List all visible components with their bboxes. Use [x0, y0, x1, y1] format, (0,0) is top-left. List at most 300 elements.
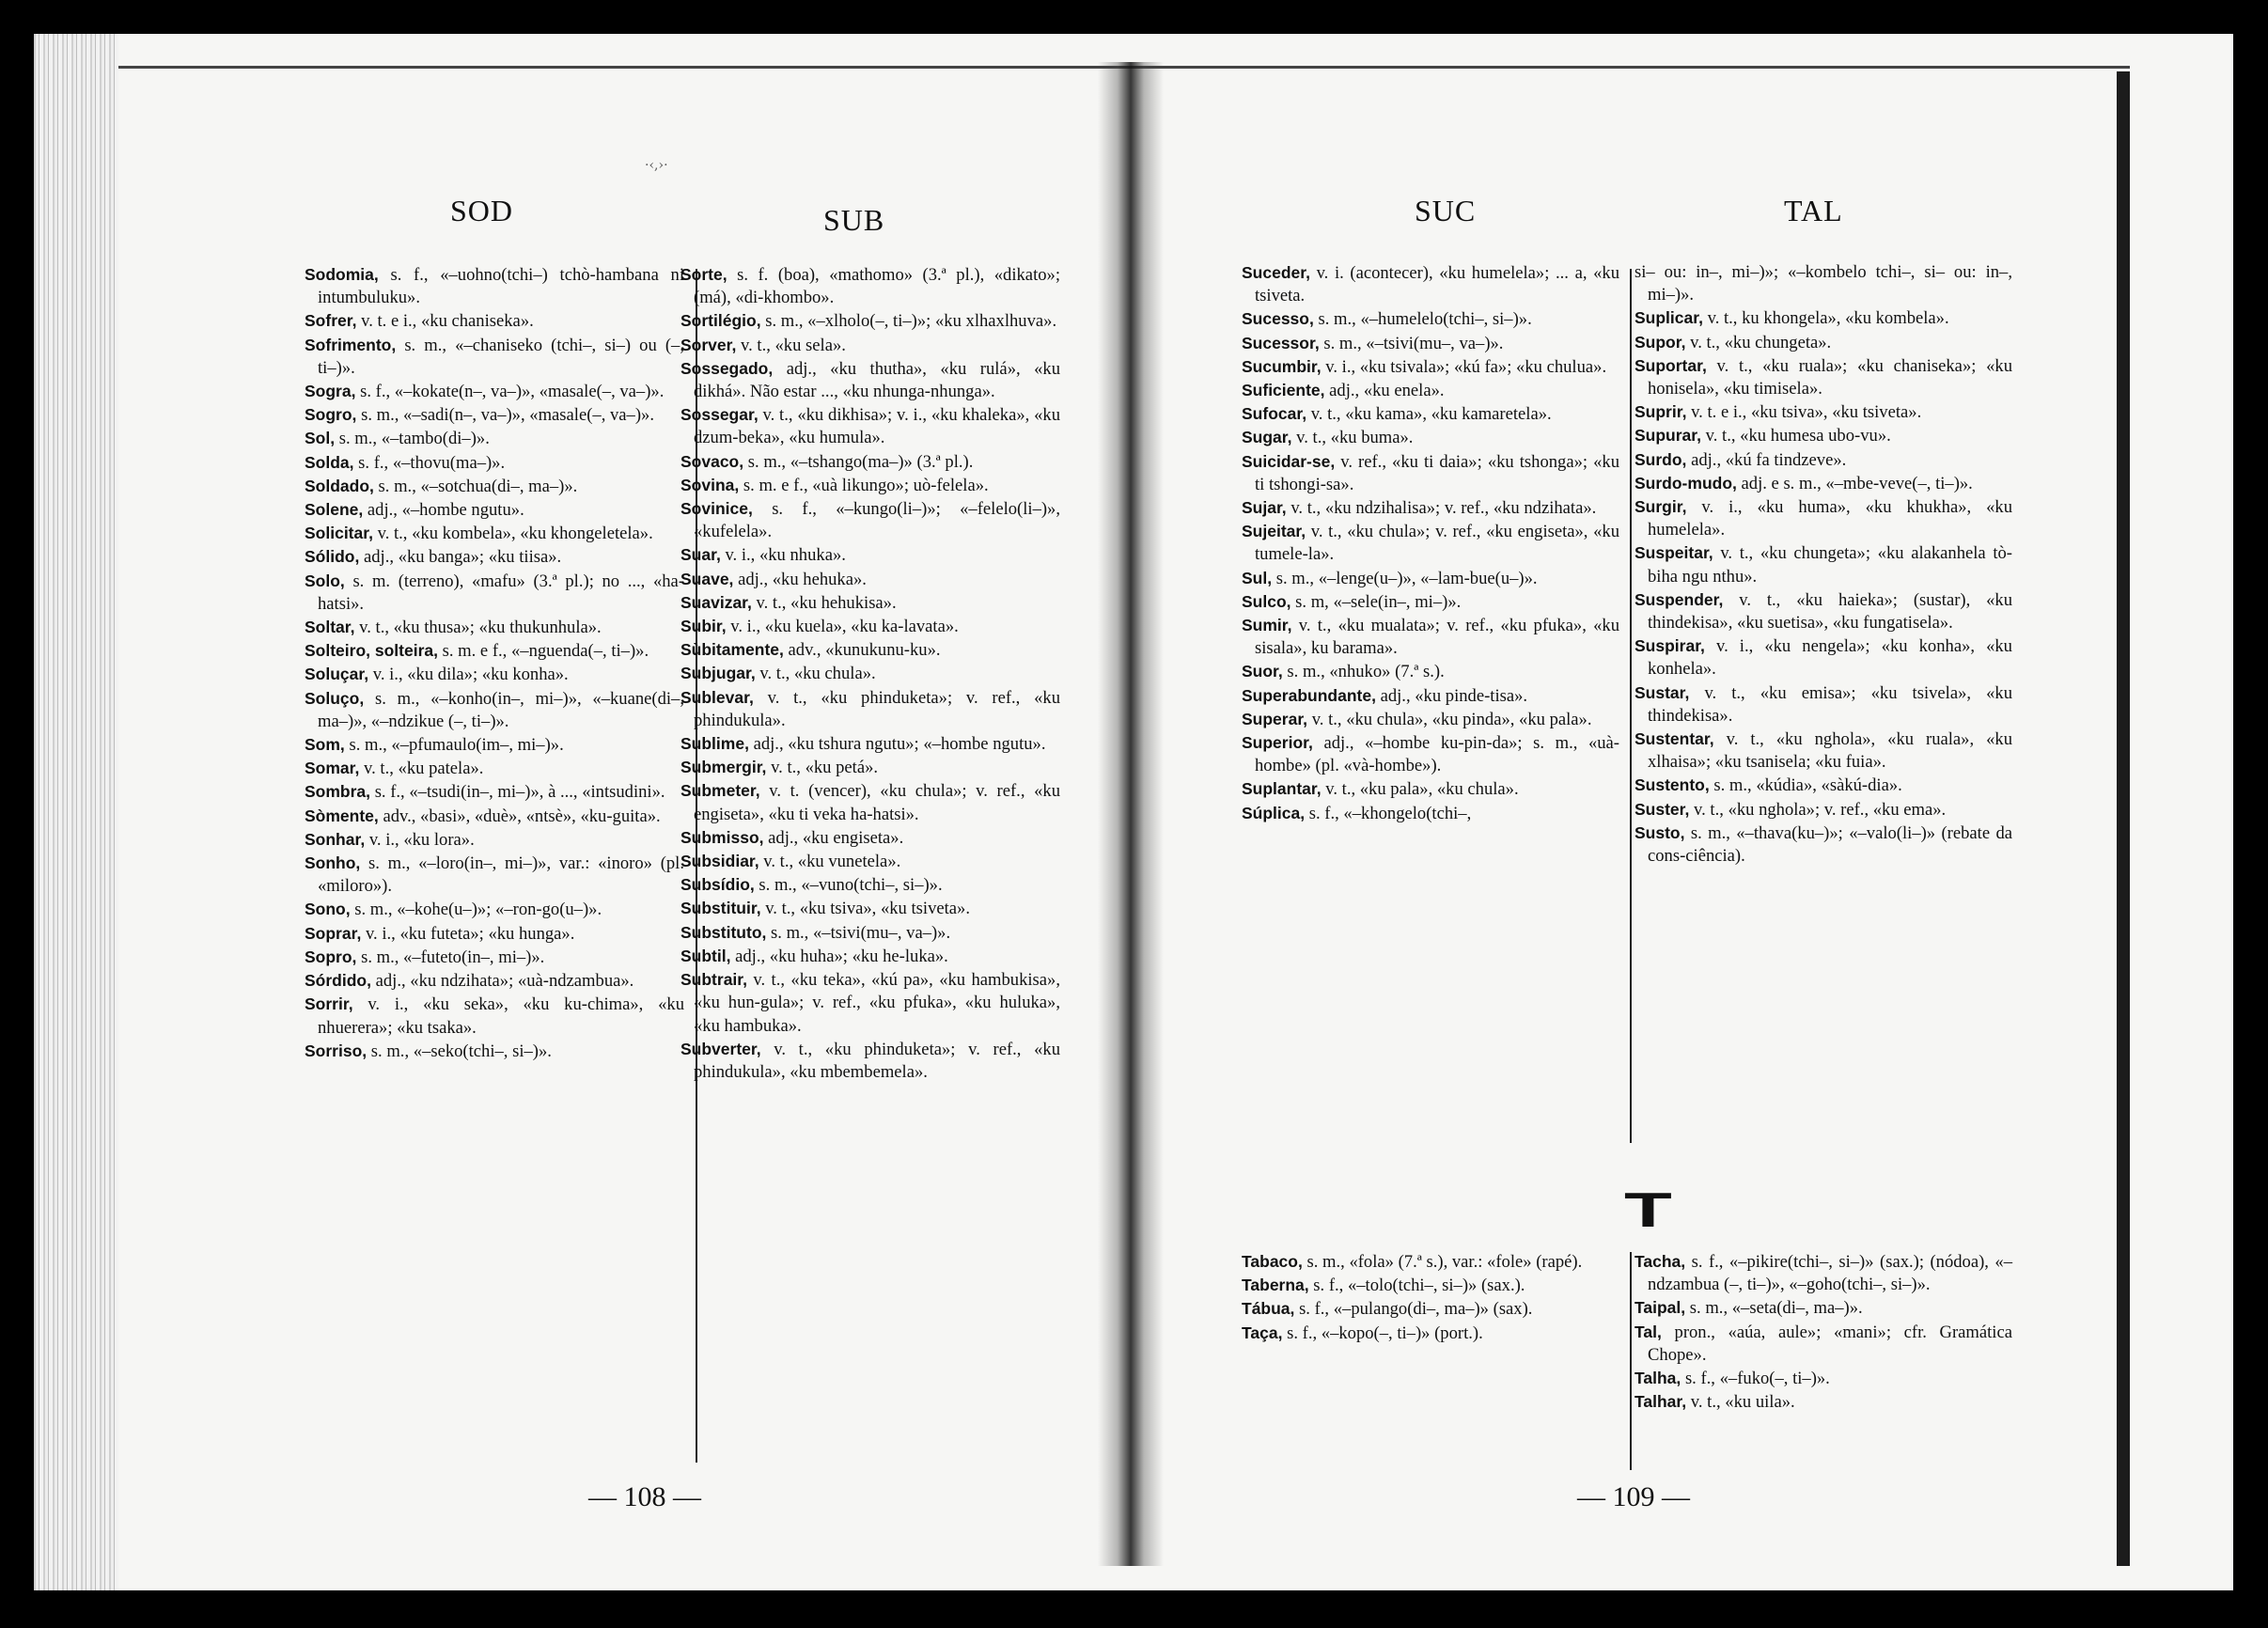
entry-definition: v. i., «ku tsivala»; «kú fa»; «ku chulua».	[1325, 356, 1607, 377]
entry-definition: s. m. e f., «–nguenda(–, ti–)».	[442, 641, 649, 662]
entry-headword: Suspender,	[1635, 589, 1724, 609]
entry-definition: adj., «ku enela».	[1329, 381, 1445, 401]
dictionary-entry	[1635, 1367, 2012, 1390]
dictionary-entry	[305, 805, 684, 828]
dictionary-entry	[305, 639, 684, 663]
entry-definition: adv., «kunukunu-ku».	[788, 640, 941, 661]
dictionary-entry	[1635, 1390, 2012, 1414]
dictionary-entry	[1242, 1274, 1619, 1297]
dictionary-entry	[1242, 731, 1619, 777]
dictionary-entry	[1635, 822, 2012, 868]
dictionary-entry	[1635, 1321, 2012, 1367]
entry-headword: Sorrir,	[305, 994, 353, 1014]
entry-headword: Surgir,	[1635, 497, 1687, 517]
dictionary-entry	[1242, 355, 1619, 379]
dictionary-entry	[1635, 448, 2012, 472]
dictionary-column-1	[1242, 261, 1619, 825]
dictionary-entry	[1635, 798, 2012, 822]
entry-headword: Suprir,	[1635, 402, 1687, 422]
dictionary-entry	[305, 687, 684, 733]
dictionary-entry	[305, 969, 684, 993]
entry-headword: Sogra,	[305, 382, 356, 401]
entry-definition: s. m. (terreno), «mafu» (3.ª pl.); no ..., «ha-hatsi».	[318, 571, 685, 614]
t-column-2	[1635, 1250, 2012, 1414]
entry-definition: v. i., «ku nhuka».	[725, 545, 846, 566]
dictionary-entry	[680, 756, 1060, 779]
entry-headword: Sugar,	[1242, 428, 1292, 447]
entry-definition: s. m., «–sotchua(di–, ma–)».	[378, 476, 578, 496]
dictionary-entry	[305, 1040, 684, 1063]
dictionary-entry	[1635, 354, 2012, 400]
entry-definition: v. t., «ku chula»; v. ref., «ku engiseta», «ku tumele-la».	[1255, 522, 1619, 565]
entry-headword: Sórdido,	[305, 971, 371, 991]
dictionary-entry	[305, 263, 684, 309]
dictionary-entry	[1242, 307, 1619, 331]
dictionary-entry	[1242, 1297, 1619, 1321]
entry-definition: adj. e s. m., «–mbe-veve(–, ti–)».	[1741, 473, 1973, 493]
dictionary-entry	[305, 522, 684, 545]
entry-definition: v. i., «ku seka», «ku ku-chima», «ku nhuerera»; «ku tsaka».	[318, 994, 684, 1038]
column-rule	[1630, 269, 1632, 1143]
entry-headword: Soltar,	[305, 618, 355, 637]
entry-headword: Suave,	[680, 569, 734, 588]
entry-headword: Sublevar,	[680, 687, 754, 707]
entry-headword: Suspeitar,	[1635, 543, 1713, 563]
entry-headword: Suspirar,	[1635, 636, 1705, 656]
entry-definition: v. i., «ku futeta»; «ku hunga».	[365, 923, 575, 944]
entry-definition: v. i. (acontecer), «ku humelela»; ... a, «ku tsiveta.	[1255, 263, 1619, 306]
entry-definition: s. m. e f., «uà likungo»; uò-felela».	[743, 475, 989, 495]
entry-definition: s. m., «–lenge(u–)», «–lam-bue(u–)».	[1275, 568, 1538, 588]
entry-headword: Tacha,	[1635, 1252, 1686, 1271]
dictionary-entry	[680, 945, 1060, 968]
dictionary-entry	[305, 852, 684, 898]
entry-definition: s. f., «–tolo(tchi–, si–)» (sax.).	[1313, 1276, 1525, 1296]
dictionary-entry	[680, 779, 1060, 825]
entry-headword: Sustar,	[1635, 682, 1690, 702]
book-scan	[34, 34, 2233, 1590]
entry-definition: s. f., «–fuko(–, ti–)».	[1684, 1369, 1830, 1389]
dictionary-entry	[1242, 520, 1619, 566]
entry-headword: Solicitar,	[305, 524, 373, 543]
entry-definition: v. t., «ku nghola»; v. ref., «ku ema».	[1694, 799, 1947, 820]
entry-definition: s. m., «–konho(in–, mi–)», «–kuane(di–, ma–)», «–ndzikue (–, ti–)».	[318, 688, 684, 731]
entry-headword: Sumir,	[1242, 616, 1292, 635]
running-head-left: SUC	[1415, 194, 1477, 227]
dictionary-entry	[680, 334, 1060, 357]
entry-headword: Sovinice,	[680, 499, 753, 519]
dictionary-entry	[1242, 261, 1619, 307]
entry-definition: v. t., «ku hehukisa».	[756, 592, 897, 613]
dictionary-entry	[1242, 802, 1619, 825]
entry-definition: v. t., «ku chula», «ku pinda», «ku pala».	[1311, 709, 1592, 729]
dictionary-entry	[305, 828, 684, 852]
entry-headword: Superabundante,	[1242, 685, 1376, 705]
entry-definition: v. i., «ku lora».	[368, 829, 475, 850]
entry-definition: v. ref., «ku ti daia»; «ku tshonga»; «ku ti tshongi-sa».	[1255, 451, 1619, 494]
entry-headword: Supurar,	[1635, 426, 1701, 446]
entry-definition: v. t., «ku kama», «ku kamaretela».	[1310, 404, 1552, 425]
entry-definition: adj., «ku tshura ngutu»; «–hombe ngutu».	[753, 734, 1046, 755]
dictionary-entry	[305, 403, 684, 427]
entry-definition: s. m., «–tsivi(mu–, va–)».	[771, 922, 951, 943]
entry-headword: Subtil,	[680, 946, 731, 965]
entry-definition: s. m., «–seko(tchi–, si–)».	[370, 1041, 552, 1061]
entry-definition: v. t., «ku haieka»; (sustar), «ku thindekisa», «ku suetisa», «ku fungatisela».	[1648, 589, 2012, 634]
dictionary-entry	[1242, 660, 1619, 683]
running-head-right: TAL	[1784, 194, 1843, 227]
entry-headword: Sovaco,	[680, 451, 744, 471]
entry-definition: v. i., «ku dila»; «ku konha».	[372, 665, 569, 685]
t-column-1	[1242, 1250, 1619, 1345]
entry-headword: Sólido,	[305, 547, 360, 567]
entry-definition: s. m., «fola» (7.ª s.), var.: «fole» (rapé).	[1306, 1252, 1583, 1272]
entry-definition: s. f., «–kopo(–, ti–)» (port.).	[1287, 1323, 1483, 1343]
dictionary-entry	[1242, 708, 1619, 731]
entry-headword: Som,	[305, 735, 345, 755]
entry-headword: Taça,	[1242, 1323, 1283, 1342]
entry-definition: s. f., «–thovu(ma–)».	[358, 452, 506, 473]
dictionary-entry	[305, 757, 684, 780]
entry-definition: s. m., «–loro(in–, mi–)», var.: «inoro» (pl. «miloro»).	[318, 853, 685, 897]
dictionary-entry	[680, 543, 1060, 567]
entry-headword: Suplicar,	[1635, 308, 1703, 328]
section-letter: T	[1624, 1183, 1672, 1238]
dictionary-entry	[680, 968, 1060, 1038]
entry-definition: s. m., «–kohe(u–)»; «–ron-go(u–)».	[354, 900, 602, 920]
entry-headword: Sorver,	[680, 335, 737, 354]
entry-definition: s. f., «–pikire(tchi–, si–)» (sax.); (nódoa), «–ndzambua (–, ti–)», «–goho(tchi–, si–)».	[1648, 1252, 2012, 1295]
entry-headword: Subverter,	[680, 1039, 761, 1058]
dictionary-entry	[305, 570, 684, 616]
dictionary-entry	[305, 946, 684, 969]
dictionary-entry	[1635, 331, 2012, 354]
page-109	[1129, 34, 2233, 1590]
entry-headword: Submisso,	[680, 827, 764, 847]
entry-headword: Sucesso,	[1242, 309, 1314, 329]
dictionary-entry	[680, 732, 1060, 756]
entry-headword: Talha,	[1635, 1369, 1681, 1388]
entry-definition: v. t., «ku thusa»; «ku thukunhula».	[359, 618, 602, 638]
dictionary-entry	[1242, 450, 1619, 496]
dictionary-entry	[1635, 306, 2012, 330]
entry-definition: v. t., «ku pala», «ku chula».	[1325, 779, 1519, 800]
entry-definition: v. t., ku khongela», «ku kombela».	[1707, 308, 1949, 329]
entry-definition: adj., «ku thutha», «ku rulá», «ku dikhá». Não estar ..., «ku nhunga-nhunga».	[694, 358, 1060, 402]
entry-headword: Sol,	[305, 429, 336, 448]
entry-headword: Subir,	[680, 617, 727, 636]
dictionary-entry	[1635, 424, 2012, 447]
entry-headword: Súplica,	[1242, 803, 1306, 822]
entry-definition: v. t., «ku chula».	[759, 664, 876, 684]
dictionary-entry	[305, 498, 684, 522]
dictionary-entry	[305, 309, 684, 333]
entry-headword: Solda,	[305, 452, 354, 472]
dictionary-entry	[1242, 332, 1619, 355]
entry-definition: adj., «ku ndzihata»; «uà-ndzambua».	[375, 971, 634, 992]
entry-definition: adj., «ku banga»; «ku tiisa».	[363, 547, 562, 568]
entry-definition: v. t., «ku phinduketa»; v. ref., «ku phindukula», «ku mbembemela».	[694, 1039, 1060, 1082]
dictionary-entry	[1242, 379, 1619, 402]
dictionary-entry	[305, 380, 684, 403]
entry-headword: Submeter,	[680, 781, 760, 801]
entry-headword: Subtrair,	[680, 970, 747, 990]
dictionary-entry	[680, 686, 1060, 732]
dictionary-entry	[680, 591, 1060, 615]
dictionary-entry	[680, 826, 1060, 850]
dictionary-entry	[305, 475, 684, 498]
entry-headword: Sufocar,	[1242, 404, 1307, 424]
entry-definition: v. t., «ku humesa ubo-vu».	[1705, 426, 1891, 446]
dictionary-entry	[680, 873, 1060, 897]
entry-definition: s. m., «–tshango(ma–)» (3.ª pl.).	[747, 451, 974, 472]
dictionary-entry	[305, 663, 684, 686]
dictionary-entry	[680, 403, 1060, 449]
entry-headword: Sujeitar,	[1242, 522, 1306, 541]
entry-definition: adj., «ku engiseta».	[768, 827, 904, 848]
page-right-edge	[2117, 71, 2130, 1566]
entry-definition: s. f., «–kokate(n–, va–)», «masale(–, va–)».	[360, 382, 665, 402]
dictionary-entry	[305, 733, 684, 757]
entry-headword: Substituto,	[680, 922, 767, 942]
entry-headword: Suceder,	[1242, 263, 1310, 282]
dictionary-entry	[305, 780, 684, 804]
dictionary-entry	[680, 850, 1060, 873]
entry-definition: v. t. e i., «ku chaniseka».	[361, 311, 534, 332]
dictionary-entry	[1635, 400, 2012, 424]
entry-headword: Surdo-mudo,	[1635, 473, 1737, 493]
dictionary-entry	[1635, 1296, 2012, 1320]
entry-definition: adj., «–hombe ku-pin-da»; s. m., «uà-hombe» (pl. «và-hombe»).	[1255, 733, 1620, 776]
dictionary-entry	[680, 897, 1060, 920]
entry-definition: adj., «kú fa tindzeve».	[1691, 449, 1847, 470]
entry-headword: Solteiro, solteira,	[305, 641, 438, 661]
entry-headword: Suor,	[1242, 662, 1283, 681]
dictionary-entry	[1242, 426, 1619, 449]
entry-headword: Soluço,	[305, 688, 365, 708]
entry-definition: v. t., «ku teka», «kú pa», «ku hambukisa», «ku hun-gula»; v. ref., «ku pfuka», «ku huluka», «ku hambuka».	[694, 970, 1060, 1036]
entry-headword: Suportar,	[1635, 355, 1707, 375]
dictionary-entry	[680, 450, 1060, 474]
entry-headword: Somar,	[305, 759, 360, 778]
entry-headword: Sogro,	[305, 405, 357, 425]
entry-headword: Sofrimento,	[305, 335, 397, 354]
entry-definition: v. t., «ku buma».	[1296, 428, 1414, 448]
entry-headword: Solo,	[305, 571, 345, 590]
entry-headword: Sossegar,	[680, 405, 759, 425]
page-number: — 108 —	[588, 1481, 701, 1512]
dictionary-column-2	[680, 263, 1060, 1084]
entry-headword: Surdo,	[1635, 449, 1687, 469]
dictionary-entry	[1635, 495, 2012, 541]
page-number: — 109 —	[1577, 1481, 1690, 1512]
dictionary-entry	[680, 615, 1060, 638]
entry-definition: adv., «basi», «duè», «ntsè», «ku-guita».	[383, 806, 661, 826]
column-rule	[1630, 1252, 1632, 1470]
entry-definition: s. m., «kúdia», «sàkú-dia».	[1713, 775, 1902, 796]
dictionary-entry	[1635, 634, 2012, 681]
entry-headword: Sonho,	[305, 853, 361, 873]
entry-headword: Tábua,	[1242, 1299, 1295, 1319]
entry-definition: s. m., «–seta(di–, ma–)».	[1689, 1298, 1863, 1319]
entry-definition: s. f., «–uohno(tchi–) tchò-hambana ni intumbuluku».	[318, 265, 684, 308]
entry-headword: Sofrer,	[305, 311, 357, 331]
dictionary-entry	[305, 993, 684, 1039]
entry-headword: Tal,	[1635, 1322, 1662, 1341]
dictionary-entry	[1242, 1250, 1619, 1274]
entry-headword: Sortilégio,	[680, 311, 761, 331]
dictionary-entry	[1242, 590, 1619, 614]
entry-headword: Sorte,	[680, 265, 727, 284]
entry-headword: Suavizar,	[680, 592, 752, 612]
entry-definition: s. f. (boa), «mathomo» (3.ª pl.), «dikato»; (má), «di-khombo».	[694, 265, 1060, 308]
entry-definition: pron., «aúa, aule»; «mani»; cfr. Gramática Chope».	[1648, 1322, 2012, 1365]
dictionary-entry	[1635, 1250, 2012, 1296]
entry-definition: v. t. (vencer), «ku chula»; v. ref., «ku engiseta», «ku ti veka ha-hatsi».	[694, 781, 1060, 824]
entry-headword: Sopro,	[305, 947, 357, 966]
entry-definition: s. m., «–pfumaulo(im–, mi–)».	[349, 735, 564, 756]
dictionary-column-2	[1635, 261, 2012, 868]
dictionary-entry	[305, 451, 684, 475]
dictionary-entry	[1635, 588, 2012, 634]
entry-headword: Suicidar-se,	[1242, 451, 1336, 471]
entry-definition: v. t., «ku petá».	[771, 758, 879, 778]
entry-headword: Subsídio,	[680, 875, 755, 895]
dictionary-entry	[680, 497, 1060, 543]
entry-headword: Suplantar,	[1242, 779, 1322, 799]
entry-headword: Suar,	[680, 545, 721, 565]
dictionary-entry	[680, 263, 1060, 309]
dictionary-entry	[1635, 261, 2012, 306]
entry-headword: Sovina,	[680, 475, 740, 494]
dictionary-entry	[1635, 774, 2012, 797]
entry-headword: Supor,	[1635, 332, 1686, 352]
dictionary-entry	[680, 1038, 1060, 1084]
entry-headword: Sucessor,	[1242, 333, 1320, 352]
entry-headword: Suficiente,	[1242, 381, 1325, 400]
entry-definition: adj., «ku pinde-tisa».	[1380, 685, 1528, 706]
entry-headword: Sodomia,	[305, 265, 379, 284]
entry-definition: v. t., «ku phinduketa»; v. ref., «ku phindukula».	[694, 687, 1060, 730]
entry-definition: v. t., «ku kombela», «ku khongeletela».	[377, 524, 653, 544]
entry-definition: v. t., «ku nghola», «ku ruala», «ku xlhaisa»; «ku tsanisela; «ku fuia».	[1648, 729, 2012, 773]
entry-headword: Soldado,	[305, 476, 374, 495]
entry-headword: Susto,	[1635, 822, 1685, 842]
entry-definition: s. m., «–tambo(di–)».	[338, 429, 490, 449]
entry-headword: Sonhar,	[305, 829, 366, 849]
entry-definition: v. t., «ku chungeta»; «ku alakanhela tò-biha ngu nthu».	[1648, 543, 2012, 587]
dictionary-entry	[1635, 681, 2012, 728]
dictionary-entry	[1242, 567, 1619, 590]
entry-headword: Substituir,	[680, 899, 761, 918]
entry-headword: Sustento,	[1635, 775, 1710, 795]
page-108	[34, 34, 1129, 1590]
entry-headword: Sucumbir,	[1242, 356, 1322, 376]
dictionary-entry	[1635, 472, 2012, 495]
dictionary-entry	[680, 662, 1060, 685]
dictionary-entry	[305, 545, 684, 569]
scan-speck: ·‹,›·	[645, 158, 668, 173]
entry-headword: Taipal,	[1635, 1298, 1686, 1318]
entry-definition: s. m., «–futeto(in–, mi–)».	[361, 947, 545, 967]
entry-definition: v. t. e i., «ku tsiva», «ku tsiveta».	[1691, 402, 1922, 423]
entry-definition: v. t., «ku tsiva», «ku tsiveta».	[765, 899, 970, 919]
entry-headword: Sustentar,	[1635, 729, 1714, 749]
entry-definition: v. t., «ku mualata»; v. ref., «ku pfuka», «ku sisala», ku barama».	[1255, 616, 1619, 659]
dictionary-entry	[305, 898, 684, 921]
entry-definition: s. m., «–thava(ku–)»; «–valo(li–)» (rebate da cons-ciência).	[1648, 822, 2012, 867]
dictionary-entry	[680, 638, 1060, 662]
dictionary-entry	[1242, 614, 1619, 660]
entry-headword: Superar,	[1242, 709, 1308, 728]
entry-definition: s. m., «–vuno(tchi–, si–)».	[759, 875, 943, 896]
entry-definition: s. m., «nhuko» (7.ª s.).	[1287, 662, 1445, 682]
entry-definition: si– ou: in–, mi–)»; «–kombelo tchi–, si– ou: in–, mi–)».	[1635, 262, 2012, 305]
entry-definition: s. m., «–humelelo(tchi–, si–)».	[1318, 309, 1532, 330]
dictionary-column-1	[305, 263, 684, 1063]
entry-headword: Soluçar,	[305, 665, 369, 684]
entry-definition: v. i., «ku huma», «ku khukha», «ku humelela».	[1648, 497, 2012, 540]
dictionary-entry	[1242, 777, 1619, 801]
dictionary-entry	[1242, 496, 1619, 520]
entry-headword: Sorriso,	[305, 1041, 368, 1060]
dictionary-entry	[305, 334, 684, 380]
entry-definition: v. t., «ku dikhisa»; v. i., «ku khaleka», «ku dzum-beka», «ku humula».	[694, 405, 1060, 448]
entry-definition: s. m., «–chaniseko (tchi–, si–) ou (–, ti–)».	[318, 335, 684, 378]
entry-definition: adj., «–hombe ngutu».	[367, 500, 524, 521]
entry-definition: v. t., «ku uila».	[1690, 1392, 1795, 1413]
entry-definition: v. t., «ku emisa»; «ku tsivela», «ku thindekisa».	[1648, 682, 2012, 726]
entry-headword: Sublime,	[680, 734, 749, 754]
dictionary-entry	[305, 427, 684, 450]
entry-definition: v. t., «ku ndzihalisa»; v. ref., «ku ndzihata».	[1290, 498, 1597, 519]
entry-headword: Subjugar,	[680, 664, 756, 683]
dictionary-entry	[680, 309, 1060, 333]
dictionary-entry	[305, 922, 684, 946]
entry-definition: v. t., «ku chungeta».	[1690, 332, 1832, 352]
entry-definition: v. i., «ku nengela»; «ku konha», «ku konhela».	[1648, 636, 2012, 680]
dictionary-entry	[1242, 1322, 1619, 1345]
running-head-right: SUB	[823, 203, 885, 237]
entry-headword: Talhar,	[1635, 1392, 1687, 1412]
entry-definition: s. f., «–kungo(li–)»; «–felelo(li–)», «kufelela».	[694, 499, 1060, 542]
entry-headword: Sùbitamente,	[680, 640, 784, 660]
entry-headword: Soprar,	[305, 923, 362, 943]
entry-definition: v. t., «ku vunetela».	[763, 852, 901, 872]
entry-headword: Sujar,	[1242, 498, 1287, 518]
dictionary-entry	[1242, 402, 1619, 426]
entry-definition: s. m., «–xlholo(–, ti–)»; «ku xlhaxlhuva».	[765, 311, 1057, 332]
dictionary-entry	[1242, 684, 1619, 708]
entry-definition: s. m., «–sadi(n–, va–)», «masale(–, va–)».	[361, 405, 654, 426]
entry-headword: Sòmente,	[305, 806, 379, 825]
dictionary-entry	[680, 921, 1060, 945]
dictionary-entry	[680, 357, 1060, 403]
dictionary-entry	[1635, 728, 2012, 774]
entry-headword: Sombra,	[305, 782, 371, 802]
entry-headword: Subsidiar,	[680, 852, 759, 871]
dictionary-entry	[305, 616, 684, 639]
entry-definition: v. i., «ku kuela», «ku ka-lavata».	[730, 617, 959, 637]
entry-definition: s. m, «–sele(in–, mi–)».	[1295, 591, 1462, 612]
entry-definition: s. m., «–tsivi(mu–, va–)».	[1323, 333, 1504, 353]
running-head-left: SOD	[450, 194, 514, 227]
entry-definition: v. t., «ku sela».	[741, 335, 846, 355]
entry-headword: Sul,	[1242, 568, 1273, 587]
entry-headword: Sossegado,	[680, 358, 774, 378]
entry-definition: s. f., «–pulango(di–, ma–)» (sax).	[1299, 1299, 1533, 1320]
entry-headword: Tabaco,	[1242, 1252, 1303, 1271]
